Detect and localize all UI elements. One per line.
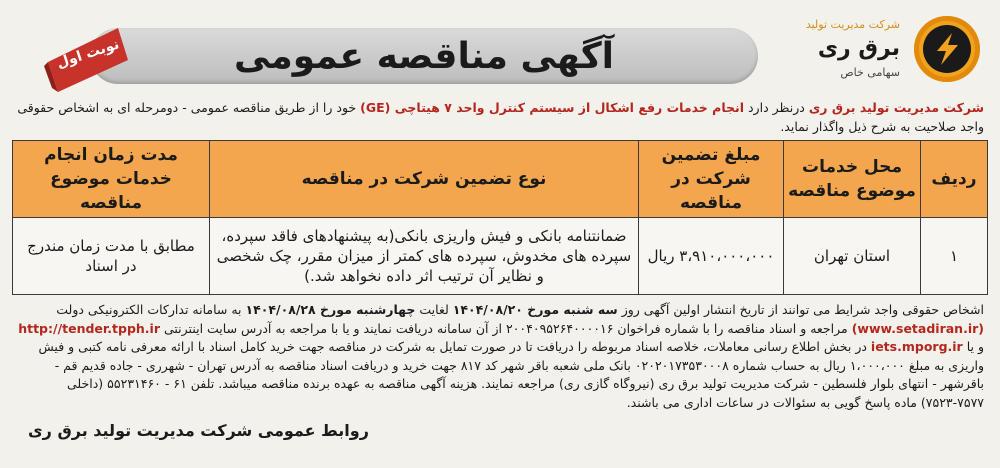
tender-table: [12, 140, 988, 295]
footer-l4: مبلغ ۱،۰۰۰،۰۰۰ ریال به حساب شماره ۰۲۰۲۰۱۷۳۵۳۰۰۰۸ بانک ملی شعبه باقر شهر کد ۸۱۷ جهت خرید و دریافت اسناد مناقصه به آدرس تهران - شهرری - جاده قدیم قم - باقرشهر - انتهای بلوار: [54, 357, 984, 391]
cell-guarantee-type: ضمانتنامه بانکی و فیش واریزی بانکی(به پیشنهادهای فاقد سپرده، سپرده های مخدوش، سپرده های کمتر از میزان مقرر، چک شخصی و نظایر آن ترتیب اثر داده نخواهد شد.): [210, 218, 639, 295]
lightning-icon: [932, 32, 962, 66]
iets-link[interactable]: iets.mporg.ir: [870, 339, 963, 354]
setadiran-link[interactable]: (www.setadiran.ir): [851, 320, 984, 336]
intro-paragraph: [16, 98, 984, 136]
footer-l1a: اشخاص حقوقی واجد شرایط می توانند از تاریخ انتشار اولین آگهی روز: [617, 302, 984, 317]
table-header-row: [13, 141, 988, 218]
header-amount: مبلغ تضمین شرکت در مناقصه: [639, 141, 784, 218]
footer-l5: فلسطین - شرکت مدیریت تولید برق ری (نیروگاه گازی ری) مراجعه نمایند. هزینه آگهی مناقصه به عهده برنده مناقصه میباشد.: [218, 376, 867, 391]
header-row-number: ردیف: [921, 141, 988, 218]
intro-company: شرکت مدیریت تولید برق ری: [808, 100, 984, 115]
logo-name: برق ری: [817, 36, 900, 61]
intro-text-2: خود را از طریق مناقصه عمومی - دومرحله ای به اشخاص حقوقی واجد صلاحیت به شرح ذیل واگذار نماید.: [17, 100, 984, 134]
table-row: [13, 218, 988, 295]
cell-duration: مطابق با مدت زمان مندرج در اسناد: [13, 218, 210, 295]
footer-start-date: سه شنبه مورخ ۱۴۰۴/۰۸/۲۰: [452, 302, 618, 317]
header-guarantee-type: نوع تضمین شرکت در مناقصه: [210, 141, 639, 218]
header-duration: مدت زمان انجام خدمات موضوع مناقصه: [13, 141, 210, 218]
footer-l2b: مراجعه و اسناد مناقصه را با شماره فراخوان ۲۰۰۴۰۹۵۲۶۴۰۰۰۰۱۶ از آن سامانه دریافت نمایند و یا با مراجعه به آدرس سایت اینترنتی: [160, 320, 852, 336]
logo-company-line: شرکت مدیریت تولید: [805, 18, 900, 31]
round-badge: [42, 22, 134, 96]
tender-site-link[interactable]: http://tender.tpph.ir: [18, 320, 161, 336]
company-logo: [790, 14, 980, 88]
title-banner: [90, 28, 758, 84]
cell-place: استان تهران: [784, 218, 921, 295]
cell-row-number: ۱: [921, 218, 988, 295]
badge-label: نوبت اول: [54, 36, 122, 72]
footer-l3c: در بخش اطلاع رسانی معاملات، خلاصه اسناد مربوطه را دریافت تا در صورت تمایل به شرکت در مناقصه جهت خرید کامل اسناد با ارائه معرفی نامه کتبی و فیش واریزی به: [38, 339, 984, 373]
header: [12, 6, 988, 98]
page-title: آگهی مناقصه عمومی: [234, 35, 614, 77]
footer-end-date: چهارشنبه مورخ ۱۴۰۴/۰۸/۲۸: [245, 302, 416, 317]
logo-kind: سهامی خاص: [840, 66, 900, 79]
intro-subject: انجام خدمات رفع اشکال از سیستم کنترل واحد ۷ هیتاچی (GE): [360, 100, 745, 115]
header-place: محل خدمات موضوع مناقصه: [784, 141, 921, 218]
footer-l1c: لغایت: [415, 302, 453, 317]
footer-l3a: و یا: [962, 339, 984, 354]
cell-amount: ۳،۹۱۰،۰۰۰،۰۰۰ ریال: [639, 218, 784, 295]
intro-text-1: درنظر دارد: [744, 100, 809, 115]
signature: روابط عمومی شرکت مدیریت تولید برق ری: [28, 421, 369, 440]
conditions-paragraph: [16, 301, 984, 412]
footer-l1e: به سامانه تدارکات الکترونیکی دولت: [56, 302, 246, 317]
footer-l6: تلفن ۶۱ - ۵۵۲۳۱۴۶۰ (داخلی ۷۵۷۷-۷۵۲۳) ماده پاسخ گویی به سئوالات در ساعات اداری می باشند.: [66, 376, 984, 410]
